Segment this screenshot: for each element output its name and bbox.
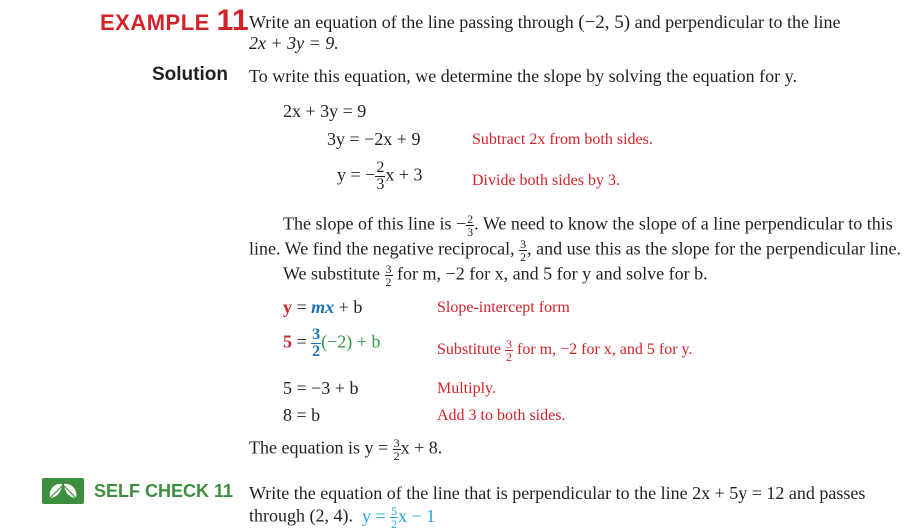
eq1: y = mx + b: [283, 297, 363, 317]
self-check-answer: y = $\frac{5}{2}$ x − 1: [361, 504, 436, 531]
eq3: 5 = −3 + b: [283, 378, 359, 398]
example-problem-line2: 2x + 3y = 9.: [249, 33, 339, 53]
paragraph-line3: We substitute $\frac{3}{2}$ for m, −2 for x, and 5 for y and solve for b.: [283, 262, 708, 289]
self-check-line1: Write the equation of the line that is perpendicular to the line 2x + 5y = 12 and passes: [249, 483, 866, 503]
eq2: 5 = $\frac{3}{2}$ (−2) + b: [283, 326, 381, 360]
solution-intro: To write this equation, we determine the slope by solving the equation for y.: [249, 66, 797, 86]
fraction-five-halves: $\frac{5}{2}$: [391, 504, 398, 531]
solution-label: Solution: [152, 64, 228, 85]
example-point: (−2, 5): [578, 12, 631, 33]
fraction-three-halves-inline2: $\frac{3}{2}$: [385, 262, 392, 289]
eq1-note: Slope-intercept form: [437, 299, 570, 316]
leaves-icon: [42, 478, 84, 504]
conclusion: The equation is y = $\frac{3}{2}$ x + 8.: [249, 436, 443, 463]
eq2-note: Substitute $\frac{3}{2}$ for m, −2 for x, and 5 for y.: [437, 337, 693, 364]
fraction-two-thirds: $\frac{2}{3}$: [376, 159, 385, 193]
solution-step2-eq: 3y = −2x + 9: [327, 129, 421, 149]
fraction-three-halves-note: $\frac{3}{2}$: [506, 337, 513, 364]
self-check-label: SELF CHECK 11: [94, 481, 234, 501]
paragraph-line2: line. We find the negative reciprocal, $\frac{3}{2}$ , and use this as the slope for the perpendicular line.: [249, 237, 901, 264]
example-problem-line1: Write an equation of the line passing through (−2, 5) and perpendicular to the line: [249, 12, 841, 33]
eq4-note: Add 3 to both sides.: [437, 407, 566, 424]
solution-step3-note: Divide both sides by 3.: [472, 172, 620, 189]
fraction-three-halves-inline: $\frac{3}{2}$: [520, 237, 527, 264]
self-check-line2: through (2, 4). y = $\frac{5}{2}$ x − 1: [249, 504, 436, 531]
solution-step1: 2x + 3y = 9: [283, 101, 367, 121]
fraction-two-thirds-inline: $\frac{2}{3}$: [467, 212, 474, 239]
solution-step3-eq: y = − $\frac{2}{3}$ x + 3: [337, 159, 423, 193]
fraction-three-halves: $\frac{3}{2}$: [312, 326, 321, 360]
example-label: EXAMPLE 11: [100, 4, 250, 37]
paragraph-line1: The slope of this line is − $\frac{2}{3}$ . We need to know the slope of a line perpendicular to this: [283, 212, 893, 239]
solution-step2-note: Subtract 2x from both sides.: [472, 131, 653, 148]
fraction-three-halves-conclusion: $\frac{3}{2}$: [393, 436, 400, 463]
eq4: 8 = b: [283, 405, 321, 425]
eq3-note: Multiply.: [437, 380, 496, 397]
